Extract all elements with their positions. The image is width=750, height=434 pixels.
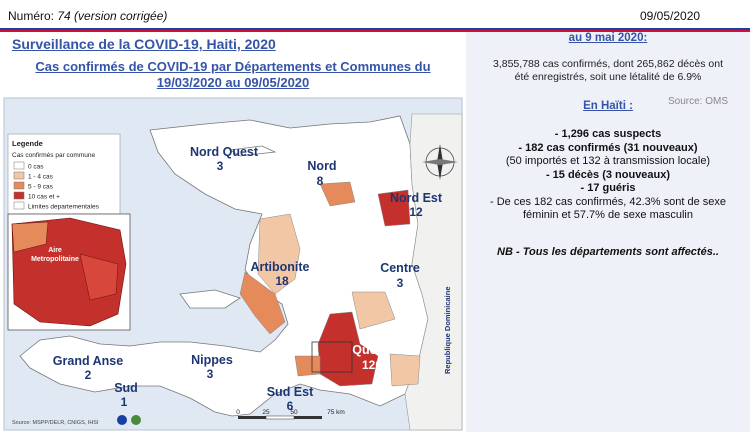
legend-label: 1 - 4 cas	[28, 173, 53, 181]
dept-cases-grand-anse: 2	[84, 368, 92, 382]
report-number	[8, 9, 167, 23]
legend-swatch	[14, 162, 24, 169]
dept-name-sud: Sud	[114, 381, 138, 395]
haiti-map	[0, 94, 466, 434]
dept-cases-artibonite: 18	[275, 274, 289, 288]
info-panel	[466, 32, 750, 432]
quest-commune	[295, 356, 320, 376]
inset-title-line-2: Metropolitaine	[31, 256, 79, 263]
stat-deaths: - 15 décès (3 nouveaux)	[545, 168, 671, 181]
legend-swatch	[14, 192, 24, 199]
haiti-stats	[466, 128, 750, 223]
dept-cases-centre: 3	[396, 276, 404, 290]
world-text	[466, 58, 750, 84]
dept-name-nord-est: Nord Est	[389, 191, 443, 205]
inset-title-line-1: Aire	[48, 247, 62, 254]
scale-label-0: 0	[236, 409, 240, 416]
dept-cases-sud: 1	[120, 395, 128, 409]
dept-cases-quest: 126	[361, 358, 383, 372]
scale-label-25: 25	[262, 409, 270, 416]
stat-suspects: - 1,296 cas suspects	[554, 128, 662, 140]
dept-cases-nippes: 3	[206, 367, 214, 381]
dept-name-nord: Nord	[307, 159, 337, 173]
dept-name-grand-anse: Grand Anse	[52, 354, 124, 368]
map-subtitle-line-2: 19/03/2020 au 09/05/2020	[156, 75, 310, 90]
dept-cases-nord: 8	[316, 174, 324, 188]
legend-label: 10 cas et +	[28, 193, 60, 201]
stat-recovered: - 17 guéris	[580, 182, 636, 194]
report-header	[0, 0, 750, 30]
dept-name-sud-est: Sud Est	[266, 385, 314, 399]
dept-name-nord-quest: Nord Quest	[189, 145, 259, 159]
haiti-heading: En Haïti :	[583, 100, 633, 112]
mspp-logo-icon	[117, 415, 127, 425]
stat-confirmed-detail: (50 importés et 132 à transmission locale)	[505, 155, 711, 167]
report-number-label: Numéro:	[8, 9, 55, 23]
map-source: Source: MSPP/DELR, CNIGS, IHSI	[12, 420, 99, 426]
dept-cases-nord-est: 12	[409, 205, 423, 219]
dept-name-centre: Centre	[380, 261, 420, 275]
legend-swatch	[14, 202, 24, 209]
map-subtitle-line-1: Cas confirmés de COVID-19 par Départements et Communes du	[35, 59, 431, 74]
nb-note: NB - Tous les départements sont affectés..	[497, 246, 719, 258]
scale-label-50: 50	[290, 409, 298, 416]
dept-name-quest: Quest	[352, 343, 388, 357]
stat-sex-line-1: - De ces 182 cas confirmés, 42.3% sont de sexe	[489, 195, 726, 208]
map-subtitle	[0, 59, 466, 91]
stat-sex-line-2: féminin et 57.7% de sexe masculin	[523, 209, 693, 221]
sud-est-commune	[390, 354, 420, 386]
dept-cases-nord-quest: 3	[216, 159, 224, 173]
legend-subtitle: Cas confirmés par commune	[12, 152, 96, 159]
scale-label-75: 75 km	[327, 409, 345, 416]
map-panel	[0, 32, 466, 432]
legend-label: Limites departementales	[28, 203, 99, 211]
world-text-line-2: été enregistrés, soit une létalité de 6.9%	[514, 71, 702, 83]
oms-source: Source: OMS	[667, 96, 728, 107]
legend-swatch	[14, 172, 24, 179]
legend-label: 0 cas	[28, 163, 44, 171]
legend-swatch	[14, 182, 24, 189]
page-title: Surveillance de la COVID-19, Haiti, 2020	[12, 36, 276, 52]
dept-cases-sud-est: 6	[286, 399, 294, 413]
stat-confirmed: - 182 cas confirmés (31 nouveaux)	[518, 141, 698, 154]
partner-logo-icon	[131, 415, 141, 425]
dept-name-artibonite: Artibonite	[250, 260, 310, 274]
report-number-value: 74 (version corrigée)	[57, 9, 168, 23]
legend-title: Legende	[12, 139, 43, 148]
report-date: 09/05/2020	[640, 9, 701, 23]
legend-label: 5 - 9 cas	[28, 183, 53, 191]
dept-name-nippes: Nippes	[191, 353, 233, 367]
border-label: Republique Dominicaine	[443, 286, 452, 374]
world-heading: au 9 mai 2020:	[568, 32, 648, 44]
world-text-line-1: 3,855,788 cas confirmés, dont 265,862 décès ont	[493, 58, 723, 70]
